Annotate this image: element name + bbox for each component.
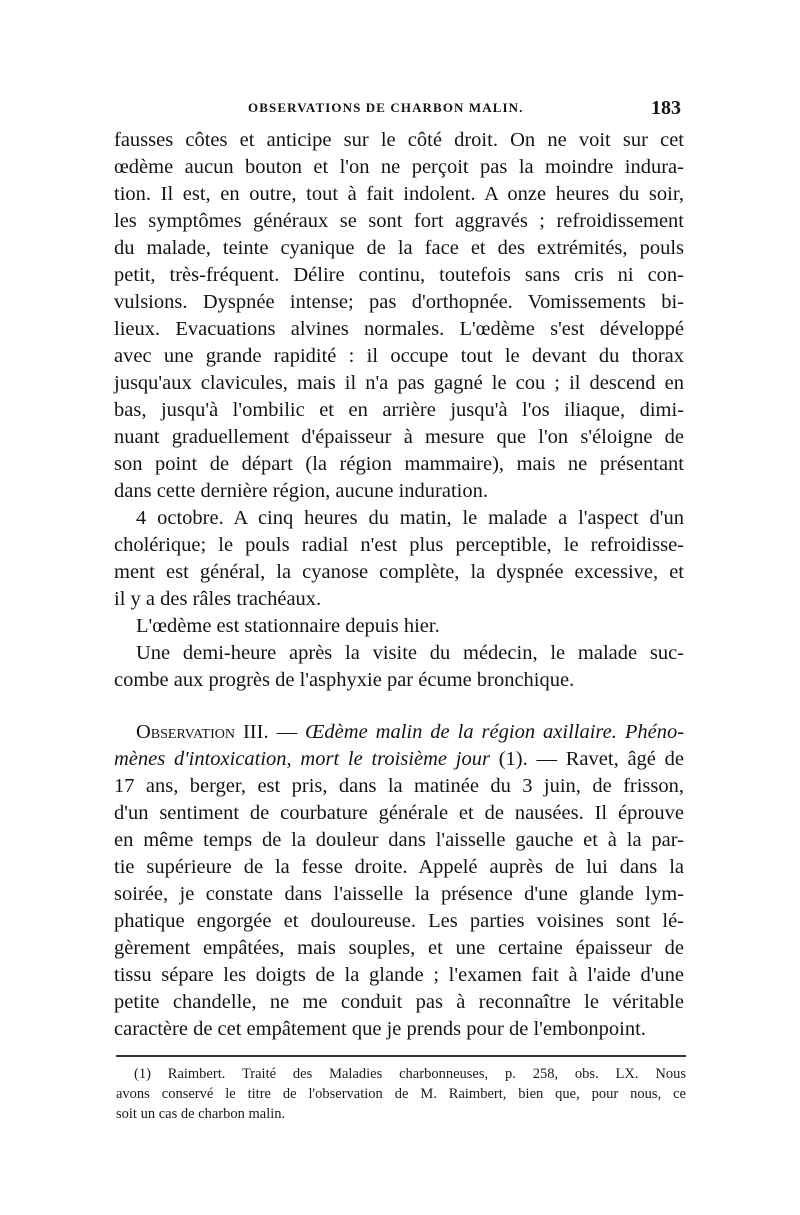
paragraph [114, 505, 684, 613]
text-line: dans cette dernière région, aucune induration. [114, 480, 488, 502]
text-line: ment est général, la cyanose complète, la dyspnée excessive, et [114, 561, 684, 583]
text-line: du malade, teinte cyanique de la face et des extrémités, pouls [114, 237, 684, 259]
paragraph [114, 640, 684, 694]
observation-paragraph [114, 719, 684, 1043]
footnote-rule [116, 1055, 686, 1057]
text-line: tion. Il est, en outre, tout à fait indolent. A onze heures du soir, [114, 183, 684, 205]
text-line: œdème aucun bouton et l'on ne perçoit pas la moindre indura- [114, 156, 684, 178]
text-line: bas, jusqu'à l'ombilic et en arrière jusqu'à l'os iliaque, dimi- [114, 399, 684, 421]
text-line: soirée, je constate dans l'aisselle la présence d'une glande lym- [114, 883, 684, 905]
paragraph [114, 127, 684, 505]
text-line: son point de départ (la région mammaire), mais ne présentant [114, 453, 684, 475]
footnote-line: avons conservé le titre de l'observation de M. Raimbert, bien que, pour nous, ce [116, 1086, 686, 1102]
footnote-line: soit un cas de charbon malin. [116, 1106, 286, 1122]
text-line: vulsions. Dyspnée intense; pas d'orthopnée. Vomissements bi- [114, 291, 684, 313]
text-line: petit, très-fréquent. Délire continu, toutefois sans cris ni con- [114, 264, 684, 286]
observation-heading-line [114, 719, 684, 746]
text-line: caractère de cet empâtement que je prends pour de l'embonpoint. [114, 1018, 646, 1040]
text-line: gèrement empâtées, mais souples, et une certaine épaisseur de [114, 937, 684, 959]
text-line: tie supérieure de la fesse droite. Appelé auprès de lui dans la [114, 856, 684, 878]
observation-label: Observation [136, 721, 235, 743]
text-line: fausses côtes et anticipe sur le côté droit. On ne voit sur cet [114, 129, 684, 151]
text-line: petite chandelle, ne me conduit pas à reconnaître le véritable [114, 991, 684, 1013]
text-line: lieux. Evacuations alvines normales. L'œdème s'est développé [114, 318, 684, 340]
footnote-line: (1) Raimbert. Traité des Maladies charbonneuses, p. 258, obs. LX. Nous [134, 1066, 686, 1082]
text-line: 17 ans, berger, est pris, dans la matinée du 3 juin, de frisson, [114, 775, 684, 797]
page-number: 183 [651, 97, 681, 119]
observation-heading-line [114, 746, 684, 773]
observation-title-cont: mènes d'intoxication, mort le troisième jour [114, 748, 490, 770]
footnote-ref: (1). [498, 748, 528, 770]
running-title: OBSERVATIONS DE CHARBON MALIN. [248, 100, 524, 115]
text-line: d'un sentiment de courbature générale et de nausées. Il éprouve [114, 802, 684, 824]
page-header [113, 98, 683, 124]
paragraph [114, 613, 684, 640]
footnotes [116, 1064, 686, 1124]
observation-number: III. [242, 721, 269, 743]
text-line: combe aux progrès de l'asphyxie par écume bronchique. [114, 669, 575, 691]
text-line: il y a des râles trachéaux. [114, 588, 322, 610]
text-line: L'œdème est stationnaire depuis hier. [136, 615, 440, 637]
paragraph-gap [114, 694, 684, 719]
text-line: phatique engorgée et douloureuse. Les parties voisines sont lé- [114, 910, 684, 932]
text-line: Une demi-heure après la visite du médecin, le malade suc- [136, 642, 684, 664]
text-line: avec une grande rapidité : il occupe tout le devant du thorax [114, 345, 684, 367]
observation-lead: — Ravet, âgé de [536, 748, 685, 770]
observation-title: Œdème malin de la région axillaire. Phéno- [305, 721, 685, 743]
text-line: en même temps de la douleur dans l'aisselle gauche et à la par- [114, 829, 684, 851]
text-line: tissu sépare les doigts de la glande ; l'examen fait à l'aide d'une [114, 964, 684, 986]
text-line: 4 octobre. A cinq heures du matin, le malade a l'aspect d'un [136, 507, 684, 529]
text-line: jusqu'aux clavicules, mais il n'a pas gagné le cou ; il descend en [114, 372, 684, 394]
body-text [114, 127, 684, 1043]
observation-dash: — [276, 721, 298, 743]
text-line: nuant graduellement d'épaisseur à mesure que l'on s'éloigne de [114, 426, 684, 448]
text-line: les symptômes généraux se sont fort aggravés ; refroidissement [114, 210, 684, 232]
text-line: cholérique; le pouls radial n'est plus perceptible, le refroidisse- [114, 534, 684, 556]
